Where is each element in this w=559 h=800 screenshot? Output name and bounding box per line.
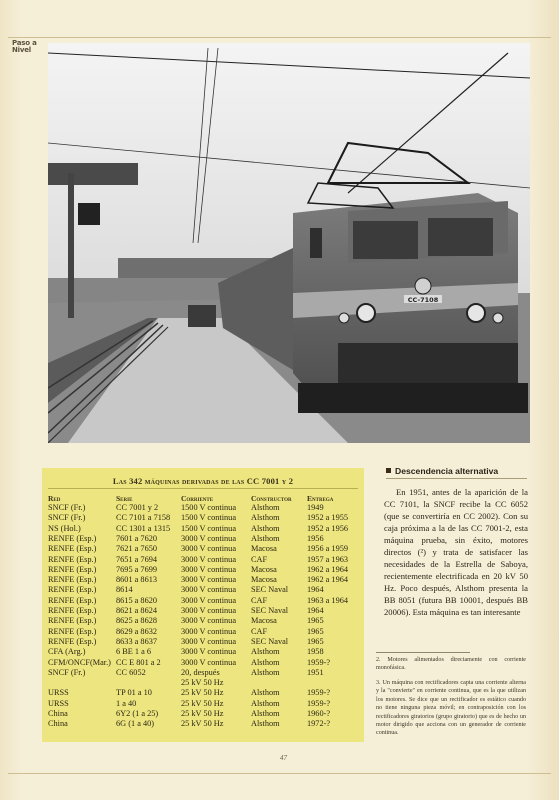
footnote-3: 3. Un máquina con rectificadores capta una corriente alterna y la "convierte" en corriente continua, que es la que utilizan los motores. Se dice que un rectificador es estático cuando no tiene ninguna pieza móvil; en contraposición con los rectificadores giratorios (grupo giratorio) que es de hecho un motor dirigido que acciona con un generador de corriente continua. <box>376 680 526 737</box>
table-row <box>42 524 364 534</box>
table-cell-serie: 6Y2 (1 a 25) <box>116 709 159 718</box>
table-cell-serie: 8633 a 8637 <box>116 636 158 646</box>
table-cell-constructor: Alsthom <box>251 513 280 523</box>
column-header-constructor: Constructor <box>251 494 292 503</box>
table-cell-red: RENFE (Esp.) <box>48 554 97 564</box>
table-cell-corriente: 1500 V continua <box>181 523 237 533</box>
bottom-rule <box>8 773 551 774</box>
footnote-2: 2. Motores alimentados directamente con corriente monofásica. <box>376 657 526 672</box>
table-cell-serie: 8621 a 8624 <box>116 606 158 615</box>
table-row <box>42 565 364 575</box>
table-row <box>42 678 364 688</box>
table-cell-serie: CC 7101 a 7158 <box>116 513 171 523</box>
table-row <box>42 544 364 554</box>
table-cell-serie: 7651 a 7694 <box>116 554 158 564</box>
table-cell-constructor: CAF <box>251 626 268 636</box>
table-cell-corriente: 3000 V continua <box>181 533 237 543</box>
table-cell-constructor: Macosa <box>251 564 277 574</box>
table-cell-entrega: 1952 a 1956 <box>307 523 349 533</box>
publication-logo: Paso a Nivel <box>12 39 37 54</box>
table-cell-serie: 8601 a 8613 <box>116 575 158 585</box>
table-cell-entrega: 1960-? <box>307 709 331 718</box>
table-cell-serie: CC 6052 <box>116 667 146 677</box>
table-cell-corriente: 1500 V continua <box>181 513 237 523</box>
table-cell-constructor: Alsthom <box>251 533 280 543</box>
table-cell-corriente: 3000 V continua <box>181 585 237 595</box>
table-cell-serie: 8614 <box>116 585 133 595</box>
table-cell-red: CFA (Arg.) <box>48 647 86 657</box>
table-cell-entrega: 1952 a 1955 <box>307 513 349 523</box>
table-cell-entrega: 1959-? <box>307 688 331 698</box>
table-cell-constructor: SEC Naval <box>251 636 289 646</box>
table-cell-red: RENFE (Esp.) <box>48 575 97 585</box>
heading-rule <box>386 478 527 479</box>
table-cell-red: RENFE (Esp.) <box>48 626 97 636</box>
table-cell-corriente: 3000 V continua <box>181 636 237 646</box>
footnote-rule <box>376 652 470 653</box>
table-cell-red: China <box>48 709 68 718</box>
top-rule <box>8 37 551 38</box>
table-cell-entrega: 1956 a 1959 <box>307 544 349 554</box>
table-row <box>42 606 364 616</box>
table-cell-corriente: 3000 V continua <box>181 616 237 626</box>
table-row <box>42 647 364 657</box>
table-cell-constructor: CAF <box>251 595 268 605</box>
table-row <box>42 575 364 585</box>
table-cell-serie: 8615 a 8620 <box>116 595 158 605</box>
table-cell-red: RENFE (Esp.) <box>48 606 97 615</box>
table-cell-constructor: Alsthom <box>251 503 280 512</box>
table-cell-red: RENFE (Esp.) <box>48 544 97 554</box>
table-cell-corriente: 3000 V continua <box>181 657 237 667</box>
column-header-corriente: Corriente <box>181 494 214 503</box>
table-cell-constructor: Alsthom <box>251 647 280 657</box>
table-row <box>42 596 364 606</box>
table-cell-constructor: Alsthom <box>251 523 280 533</box>
table-cell-red: URSS <box>48 698 69 708</box>
table-cell-corriente: 25 kV 50 Hz <box>181 678 224 688</box>
table-row <box>42 658 364 668</box>
table-cell-constructor: Alsthom <box>251 698 280 708</box>
table-cell-constructor: Macosa <box>251 616 277 626</box>
table-cell-entrega: 1965 <box>307 626 324 636</box>
column-header-entrega: Entrega <box>307 494 334 503</box>
table-row <box>42 709 364 719</box>
table-cell-corriente: 3000 V continua <box>181 564 237 574</box>
table-cell-entrega: 1962 a 1964 <box>307 575 349 585</box>
table-cell-corriente: 25 kV 50 Hz <box>181 709 224 718</box>
table-cell-corriente: 25 kV 50 Hz <box>181 719 224 729</box>
table-cell-constructor: Alsthom <box>251 667 280 677</box>
table-cell-serie: TP 01 a 10 <box>116 688 152 698</box>
table-cell-corriente: 3000 V continua <box>181 544 237 554</box>
table-cell-entrega: 1956 <box>307 533 324 543</box>
article-body: En 1951, antes de la aparición de la CC 7101, la SNCF recibe la CC 6052 (que se convertiría en CC 2002). Con su caja próxima a la de las CC 7001-2, esta máquina prueba, sin éxito, motores directos (²) y trata de satisfacer las necesidades de la Estrella de Saboya, recientemente electrificada en 20 kV 50 Hz. Poco después, Alsthom presenta la BB 8051 (futura BB 10001, después BB 20006). Esta máquina es tan interesante <box>384 487 528 617</box>
table-cell-serie: 6G (1 a 40) <box>116 719 155 729</box>
table-cell-constructor: Alsthom <box>251 719 280 729</box>
table-divider <box>48 488 358 489</box>
table-cell-constructor: SEC Naval <box>251 606 289 615</box>
table-cell-entrega: 1949 <box>307 503 324 512</box>
section-heading <box>386 466 498 476</box>
table-row <box>42 637 364 647</box>
table-cell-entrega: 1964 <box>307 585 324 595</box>
table-cell-corriente: 3000 V continua <box>181 595 237 605</box>
station-photo-illustration <box>48 43 530 443</box>
table-cell-entrega: 1959-? <box>307 698 331 708</box>
table-cell-red: RENFE (Esp.) <box>48 585 97 595</box>
table-cell-serie: 8629 a 8632 <box>116 626 158 636</box>
table-cell-serie: CC 1301 a 1315 <box>116 523 171 533</box>
table-cell-constructor: Macosa <box>251 575 277 585</box>
table-row <box>42 688 364 698</box>
table-cell-serie: 7695 a 7699 <box>116 564 158 574</box>
table-cell-red: RENFE (Esp.) <box>48 636 97 646</box>
table-cell-red: NS (Hol.) <box>48 523 81 533</box>
table-cell-corriente: 3000 V continua <box>181 554 237 564</box>
column-header-red: Red <box>48 494 61 503</box>
table-cell-constructor: Alsthom <box>251 709 280 718</box>
table-row <box>42 513 364 523</box>
table-cell-entrega: 1972-? <box>307 719 331 729</box>
table-cell-red: SNCF (Fr.) <box>48 503 86 512</box>
table-row <box>42 616 364 626</box>
page-number: 47 <box>280 754 287 762</box>
table-cell-constructor: SEC Naval <box>251 585 289 595</box>
table-cell-red: RENFE (Esp.) <box>48 595 97 605</box>
locomotive-number-plate: CC-7108 <box>407 296 439 304</box>
table-row <box>42 555 364 565</box>
table-cell-entrega: 1951 <box>307 667 324 677</box>
table-cell-red: SNCF (Fr.) <box>48 667 86 677</box>
table-cell-red: URSS <box>48 688 69 698</box>
column-header-serie: Serie <box>116 494 133 503</box>
table-cell-entrega: 1964 <box>307 606 324 615</box>
table-cell-corriente: 3000 V continua <box>181 575 237 585</box>
table-row <box>42 699 364 709</box>
table-cell-corriente: 20, después <box>181 667 220 677</box>
table-row <box>42 668 364 678</box>
table-cell-entrega: 1965 <box>307 636 324 646</box>
table-cell-entrega: 1962 a 1964 <box>307 564 349 574</box>
table-cell-constructor: Alsthom <box>251 657 280 667</box>
table-cell-corriente: 3000 V continua <box>181 606 237 615</box>
table-title: Las 342 máquinas derivadas de las CC 7001 y 2 <box>112 476 294 486</box>
table-cell-entrega: 1957 a 1963 <box>307 554 349 564</box>
table-cell-entrega: 1963 a 1964 <box>307 595 349 605</box>
table-cell-red: SNCF (Fr.) <box>48 513 86 523</box>
table-cell-red: RENFE (Esp.) <box>48 616 97 626</box>
table-row <box>42 585 364 595</box>
table-cell-constructor: Alsthom <box>251 688 280 698</box>
table-cell-constructor: CAF <box>251 554 268 564</box>
table-cell-corriente: 3000 V continua <box>181 626 237 636</box>
table-cell-serie: 7601 a 7620 <box>116 533 158 543</box>
table-cell-entrega: 1958 <box>307 647 324 657</box>
table-cell-serie: 7621 a 7650 <box>116 544 158 554</box>
table-cell-serie: CC 7001 y 2 <box>116 503 159 512</box>
table-cell-entrega: 1959-? <box>307 657 331 667</box>
table-cell-corriente: 25 kV 50 Hz <box>181 698 224 708</box>
table-cell-corriente: 3000 V continua <box>181 647 237 657</box>
section-heading-text: Descendencia alternativa <box>395 466 499 476</box>
table-cell-serie: 6 BE 1 a 6 <box>116 647 152 657</box>
table-cell-red: RENFE (Esp.) <box>48 533 97 543</box>
table-cell-red: RENFE (Esp.) <box>48 564 97 574</box>
table-cell-entrega: 1965 <box>307 616 324 626</box>
table-cell-serie: 1 a 40 <box>116 698 137 708</box>
table-cell-corriente: 1500 V continua <box>181 503 237 512</box>
table-cell-constructor: Macosa <box>251 544 277 554</box>
table-cell-red: China <box>48 719 68 729</box>
table-row <box>42 627 364 637</box>
table-row <box>42 534 364 544</box>
table-cell-serie: 8625 a 8628 <box>116 616 158 626</box>
table-cell-red: CFM/ONCF(Mar.) <box>48 657 111 667</box>
table-row <box>42 503 364 513</box>
heading-bullet-icon <box>386 468 391 473</box>
table-row <box>42 719 364 729</box>
locomotive-photo <box>48 43 530 443</box>
table-cell-serie: CC E 801 a 2 <box>116 657 161 667</box>
table-cell-corriente: 25 kV 50 Hz <box>181 688 224 698</box>
